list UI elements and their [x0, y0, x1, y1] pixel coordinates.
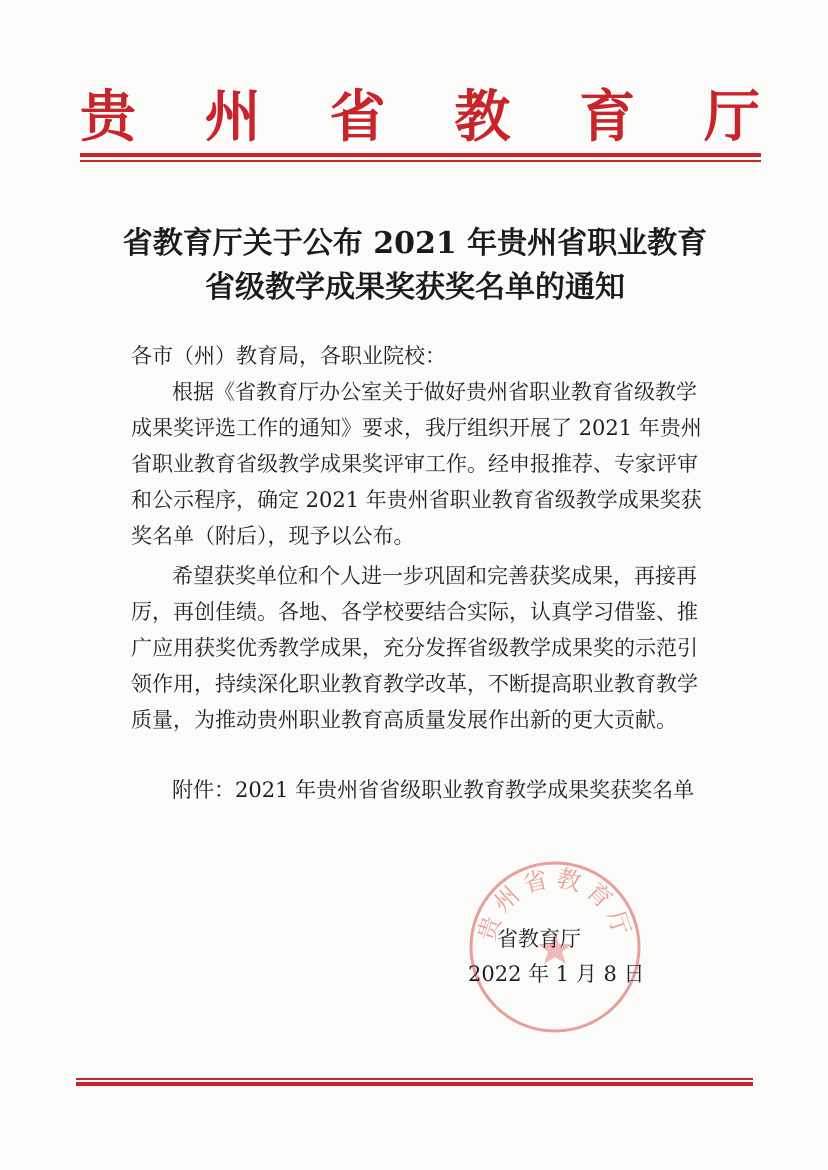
paragraph1-line: 成果奖评选工作的通知》要求，我厅组织开展了 2021 年贵州	[131, 416, 702, 440]
document-title-line: 省教育厅关于公布 2021 年贵州省职业教育	[122, 226, 708, 261]
header-divider-thin	[80, 160, 761, 162]
document-title-line: 省级教学成果奖获奖名单的通知	[205, 270, 625, 305]
paragraph2-line: 领作用，持续深化职业教育教学改革，不断提高职业教育教学	[131, 672, 698, 696]
attachment-line: 附件：2021 年贵州省省级职业教育教学成果奖获奖名单	[172, 778, 695, 802]
paragraph2-line: 希望获奖单位和个人进一步巩固和完善获奖成果，再接再	[172, 564, 697, 588]
document-title	[60, 222, 770, 310]
paragraph1-line: 省职业教育省级教学成果奖评审工作。经申报推荐、专家评审	[131, 452, 698, 476]
issue-date: 2022 年 1 月 8 日	[468, 962, 645, 986]
footer-divider-thin	[76, 1078, 753, 1080]
letterhead-char: 省	[329, 84, 386, 150]
paragraph2-line: 厉，再创佳绩。各地、各学校要结合实际，认真学习借鉴、推	[131, 600, 698, 624]
paragraph1-line: 和公示程序，确定 2021 年贵州省职业教育省级教学成果奖获	[131, 488, 702, 512]
letterhead-char: 厅	[703, 84, 760, 150]
signer-organization: 省教育厅	[497, 927, 581, 951]
paragraph2-line: 广应用获奖优秀教学成果，充分发挥省级教学成果奖的示范引	[131, 636, 698, 660]
letterhead-char: 教	[454, 84, 511, 150]
paragraph2-line: 质量，为推动贵州职业教育高质量发展作出新的更大贡献。	[131, 708, 677, 732]
header-divider-thick	[80, 153, 761, 157]
footer-divider-thick	[76, 1082, 753, 1086]
letterhead-char: 州	[204, 84, 261, 150]
letterhead-char: 贵	[80, 84, 136, 150]
seal-text: 贵州省教育厅	[472, 863, 638, 945]
letterhead-title	[80, 82, 760, 152]
letterhead-char: 育	[579, 84, 636, 150]
paragraph1-line: 奖名单（附后），现予以公布。	[131, 524, 415, 548]
recipient-line: 各市（州）教育局，各职业院校：	[131, 344, 446, 368]
paragraph1-line: 根据《省教育厅办公室关于做好贵州省职业教育省级教学	[172, 380, 697, 404]
